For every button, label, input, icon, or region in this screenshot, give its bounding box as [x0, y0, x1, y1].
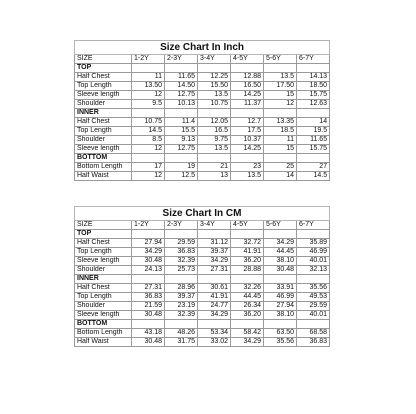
- measurement-label: Bottom Length: [75, 163, 132, 172]
- value-cell: 14.25: [231, 91, 264, 100]
- empty-cell: [264, 154, 297, 163]
- value-cell: 17: [132, 163, 165, 172]
- value-cell: 12.05: [198, 118, 231, 127]
- value-cell: 18.5: [264, 127, 297, 136]
- header-row: [75, 221, 330, 230]
- table-row: [75, 293, 330, 302]
- table-row: [75, 311, 330, 320]
- empty-cell: [198, 320, 231, 329]
- measurement-label: Top Length: [75, 127, 132, 136]
- value-cell: 44.45: [231, 293, 264, 302]
- value-cell: 10.37: [231, 136, 264, 145]
- section-label: TOP: [75, 230, 132, 239]
- measurement-label: Top Length: [75, 248, 132, 257]
- value-cell: 9.13: [165, 136, 198, 145]
- value-cell: 11.37: [231, 100, 264, 109]
- value-cell: 13.35: [264, 118, 297, 127]
- value-cell: 27.31: [132, 284, 165, 293]
- table-row: [75, 127, 330, 136]
- section-label: BOTTOM: [75, 154, 132, 163]
- table-row: [75, 136, 330, 145]
- empty-cell: [264, 64, 297, 73]
- value-cell: 13.50: [132, 82, 165, 91]
- empty-cell: [132, 64, 165, 73]
- value-cell: 35.56: [297, 284, 330, 293]
- section-row: [75, 320, 330, 329]
- table-row: [75, 257, 330, 266]
- value-cell: 11: [132, 73, 165, 82]
- value-cell: 34.29: [231, 338, 264, 347]
- value-cell: 8.5: [132, 136, 165, 145]
- value-cell: 38.10: [264, 257, 297, 266]
- value-cell: 12: [264, 100, 297, 109]
- value-cell: 35.89: [297, 239, 330, 248]
- chart-title: Size Chart In CM: [75, 207, 330, 221]
- value-cell: 49.53: [297, 293, 330, 302]
- empty-cell: [165, 64, 198, 73]
- empty-cell: [264, 230, 297, 239]
- value-cell: 41.91: [198, 293, 231, 302]
- empty-cell: [198, 64, 231, 73]
- value-cell: 43.18: [132, 329, 165, 338]
- chart-title-row: [75, 41, 330, 55]
- value-cell: 14.25: [231, 145, 264, 154]
- value-cell: 10.75: [198, 100, 231, 109]
- value-cell: 48.26: [165, 329, 198, 338]
- section-label: BOTTOM: [75, 320, 132, 329]
- value-cell: 35.56: [264, 338, 297, 347]
- value-cell: 9.75: [198, 136, 231, 145]
- empty-cell: [264, 109, 297, 118]
- empty-cell: [297, 275, 330, 284]
- value-cell: 21: [198, 163, 231, 172]
- value-cell: 24.13: [132, 266, 165, 275]
- section-row: [75, 230, 330, 239]
- measurement-label: Top Length: [75, 293, 132, 302]
- empty-cell: [165, 320, 198, 329]
- empty-cell: [297, 320, 330, 329]
- size-chart-cm-body: [75, 207, 330, 347]
- empty-cell: [297, 64, 330, 73]
- value-cell: 19.5: [297, 127, 330, 136]
- header-row: [75, 55, 330, 64]
- measurement-label: Sleeve length: [75, 257, 132, 266]
- value-cell: 27.31: [198, 266, 231, 275]
- value-cell: 14.50: [165, 82, 198, 91]
- table-row: [75, 145, 330, 154]
- empty-cell: [132, 230, 165, 239]
- empty-cell: [165, 109, 198, 118]
- chart-title: Size Chart In Inch: [75, 41, 330, 55]
- value-cell: 12.75: [165, 145, 198, 154]
- section-row: [75, 109, 330, 118]
- measurement-label: Half Chest: [75, 284, 132, 293]
- table-row: [75, 118, 330, 127]
- section-label: INNER: [75, 109, 132, 118]
- empty-cell: [231, 154, 264, 163]
- empty-cell: [165, 154, 198, 163]
- value-cell: 19: [165, 163, 198, 172]
- value-cell: 34.29: [198, 311, 231, 320]
- empty-cell: [132, 320, 165, 329]
- value-cell: 11: [264, 136, 297, 145]
- measurement-label: Shoulder: [75, 302, 132, 311]
- table-row: [75, 82, 330, 91]
- value-cell: 15: [264, 91, 297, 100]
- table-row: [75, 73, 330, 82]
- value-cell: 26.34: [231, 302, 264, 311]
- header-cell: 6-7Y: [297, 221, 330, 230]
- value-cell: 11.4: [165, 118, 198, 127]
- empty-cell: [165, 275, 198, 284]
- measurement-label: Shoulder: [75, 266, 132, 275]
- empty-cell: [198, 275, 231, 284]
- empty-cell: [132, 275, 165, 284]
- value-cell: 36.83: [132, 293, 165, 302]
- value-cell: 27.94: [264, 302, 297, 311]
- value-cell: 9.5: [132, 100, 165, 109]
- value-cell: 39.37: [198, 248, 231, 257]
- table-row: [75, 172, 330, 181]
- value-cell: 31.75: [165, 338, 198, 347]
- empty-cell: [132, 109, 165, 118]
- value-cell: 32.39: [165, 311, 198, 320]
- value-cell: 32.13: [297, 266, 330, 275]
- measurement-label: Half Chest: [75, 239, 132, 248]
- value-cell: 15.50: [198, 82, 231, 91]
- value-cell: 58.42: [231, 329, 264, 338]
- measurement-label: Top Length: [75, 82, 132, 91]
- value-cell: 29.59: [297, 302, 330, 311]
- empty-cell: [231, 109, 264, 118]
- value-cell: 32.39: [165, 257, 198, 266]
- empty-cell: [231, 230, 264, 239]
- value-cell: 13.5: [264, 73, 297, 82]
- empty-cell: [264, 275, 297, 284]
- value-cell: 13: [198, 172, 231, 181]
- value-cell: 30.48: [132, 311, 165, 320]
- value-cell: 15.75: [297, 145, 330, 154]
- size-chart-inch-body: [75, 41, 330, 181]
- value-cell: 30.48: [132, 257, 165, 266]
- value-cell: 53.34: [198, 329, 231, 338]
- value-cell: 25: [264, 163, 297, 172]
- value-cell: 12.63: [297, 100, 330, 109]
- section-row: [75, 154, 330, 163]
- section-row: [75, 275, 330, 284]
- value-cell: 17.5: [231, 127, 264, 136]
- header-cell: SIZE: [75, 55, 132, 64]
- value-cell: 12.5: [165, 172, 198, 181]
- section-label: INNER: [75, 275, 132, 284]
- value-cell: 31.12: [198, 239, 231, 248]
- value-cell: 36.83: [165, 248, 198, 257]
- value-cell: 13.5: [231, 172, 264, 181]
- value-cell: 32.26: [231, 284, 264, 293]
- size-chart-cm-table: [74, 206, 330, 347]
- value-cell: 39.37: [165, 293, 198, 302]
- value-cell: 25.73: [165, 266, 198, 275]
- header-cell: 2-3Y: [165, 221, 198, 230]
- header-cell: 4-5Y: [231, 55, 264, 64]
- value-cell: 33.02: [198, 338, 231, 347]
- table-row: [75, 338, 330, 347]
- header-cell: 1-2Y: [132, 221, 165, 230]
- measurement-label: Shoulder: [75, 136, 132, 145]
- value-cell: 33.91: [264, 284, 297, 293]
- table-row: [75, 163, 330, 172]
- value-cell: 28.96: [165, 284, 198, 293]
- value-cell: 14: [264, 172, 297, 181]
- value-cell: 23: [231, 163, 264, 172]
- value-cell: 10.13: [165, 100, 198, 109]
- empty-cell: [231, 275, 264, 284]
- value-cell: 11.65: [297, 136, 330, 145]
- empty-cell: [297, 109, 330, 118]
- header-cell: 6-7Y: [297, 55, 330, 64]
- measurement-label: Half Chest: [75, 73, 132, 82]
- value-cell: 34.29: [264, 239, 297, 248]
- table-row: [75, 100, 330, 109]
- value-cell: 12: [132, 91, 165, 100]
- value-cell: 46.99: [264, 293, 297, 302]
- value-cell: 21.59: [132, 302, 165, 311]
- table-row: [75, 239, 330, 248]
- section-row: [75, 64, 330, 73]
- table-row: [75, 266, 330, 275]
- value-cell: 16.5: [198, 127, 231, 136]
- value-cell: 46.99: [297, 248, 330, 257]
- value-cell: 12: [132, 145, 165, 154]
- measurement-label: Half Waist: [75, 172, 132, 181]
- empty-cell: [297, 230, 330, 239]
- chart-title-row: [75, 207, 330, 221]
- value-cell: 12.7: [231, 118, 264, 127]
- table-row: [75, 248, 330, 257]
- header-cell: 2-3Y: [165, 55, 198, 64]
- value-cell: 14.5: [132, 127, 165, 136]
- value-cell: 14: [297, 118, 330, 127]
- value-cell: 41.91: [231, 248, 264, 257]
- value-cell: 14.13: [297, 73, 330, 82]
- section-label: TOP: [75, 64, 132, 73]
- header-cell: 4-5Y: [231, 221, 264, 230]
- value-cell: 13.5: [198, 145, 231, 154]
- value-cell: 12: [132, 172, 165, 181]
- empty-cell: [297, 154, 330, 163]
- value-cell: 15.5: [165, 127, 198, 136]
- header-cell: 3-4Y: [198, 55, 231, 64]
- header-cell: 1-2Y: [132, 55, 165, 64]
- value-cell: 28.88: [231, 266, 264, 275]
- header-cell: 5-6Y: [264, 221, 297, 230]
- empty-cell: [132, 154, 165, 163]
- value-cell: 17.50: [264, 82, 297, 91]
- measurement-label: Half Chest: [75, 118, 132, 127]
- empty-cell: [198, 230, 231, 239]
- value-cell: 36.20: [231, 311, 264, 320]
- value-cell: 10.75: [132, 118, 165, 127]
- header-cell: 3-4Y: [198, 221, 231, 230]
- empty-cell: [264, 320, 297, 329]
- value-cell: 34.29: [132, 248, 165, 257]
- table-row: [75, 91, 330, 100]
- value-cell: 27: [297, 163, 330, 172]
- table-row: [75, 302, 330, 311]
- header-cell: 5-6Y: [264, 55, 297, 64]
- empty-cell: [165, 230, 198, 239]
- value-cell: 27.94: [132, 239, 165, 248]
- value-cell: 18.50: [297, 82, 330, 91]
- empty-cell: [198, 154, 231, 163]
- table-row: [75, 329, 330, 338]
- empty-cell: [198, 109, 231, 118]
- value-cell: 12.88: [231, 73, 264, 82]
- value-cell: 30.48: [264, 266, 297, 275]
- empty-cell: [231, 64, 264, 73]
- value-cell: 12.25: [198, 73, 231, 82]
- measurement-label: Bottom Length: [75, 329, 132, 338]
- value-cell: 14.5: [297, 172, 330, 181]
- measurement-label: Sleeve length: [75, 91, 132, 100]
- value-cell: 16.50: [231, 82, 264, 91]
- value-cell: 34.29: [198, 257, 231, 266]
- value-cell: 13.5: [198, 91, 231, 100]
- value-cell: 11.65: [165, 73, 198, 82]
- value-cell: 40.01: [297, 311, 330, 320]
- size-chart-inch-table: [74, 40, 330, 181]
- value-cell: 29.59: [165, 239, 198, 248]
- empty-cell: [231, 320, 264, 329]
- value-cell: 68.58: [297, 329, 330, 338]
- value-cell: 38.10: [264, 311, 297, 320]
- measurement-label: Sleeve length: [75, 311, 132, 320]
- value-cell: 23.19: [165, 302, 198, 311]
- value-cell: 24.77: [198, 302, 231, 311]
- value-cell: 30.48: [132, 338, 165, 347]
- value-cell: 32.72: [231, 239, 264, 248]
- value-cell: 36.20: [231, 257, 264, 266]
- measurement-label: Half Waist: [75, 338, 132, 347]
- table-row: [75, 284, 330, 293]
- value-cell: 15.75: [297, 91, 330, 100]
- value-cell: 12.75: [165, 91, 198, 100]
- header-cell: SIZE: [75, 221, 132, 230]
- value-cell: 15: [264, 145, 297, 154]
- value-cell: 30.61: [198, 284, 231, 293]
- value-cell: 36.83: [297, 338, 330, 347]
- measurement-label: Sleeve length: [75, 145, 132, 154]
- measurement-label: Shoulder: [75, 100, 132, 109]
- value-cell: 40.01: [297, 257, 330, 266]
- value-cell: 63.50: [264, 329, 297, 338]
- value-cell: 44.45: [264, 248, 297, 257]
